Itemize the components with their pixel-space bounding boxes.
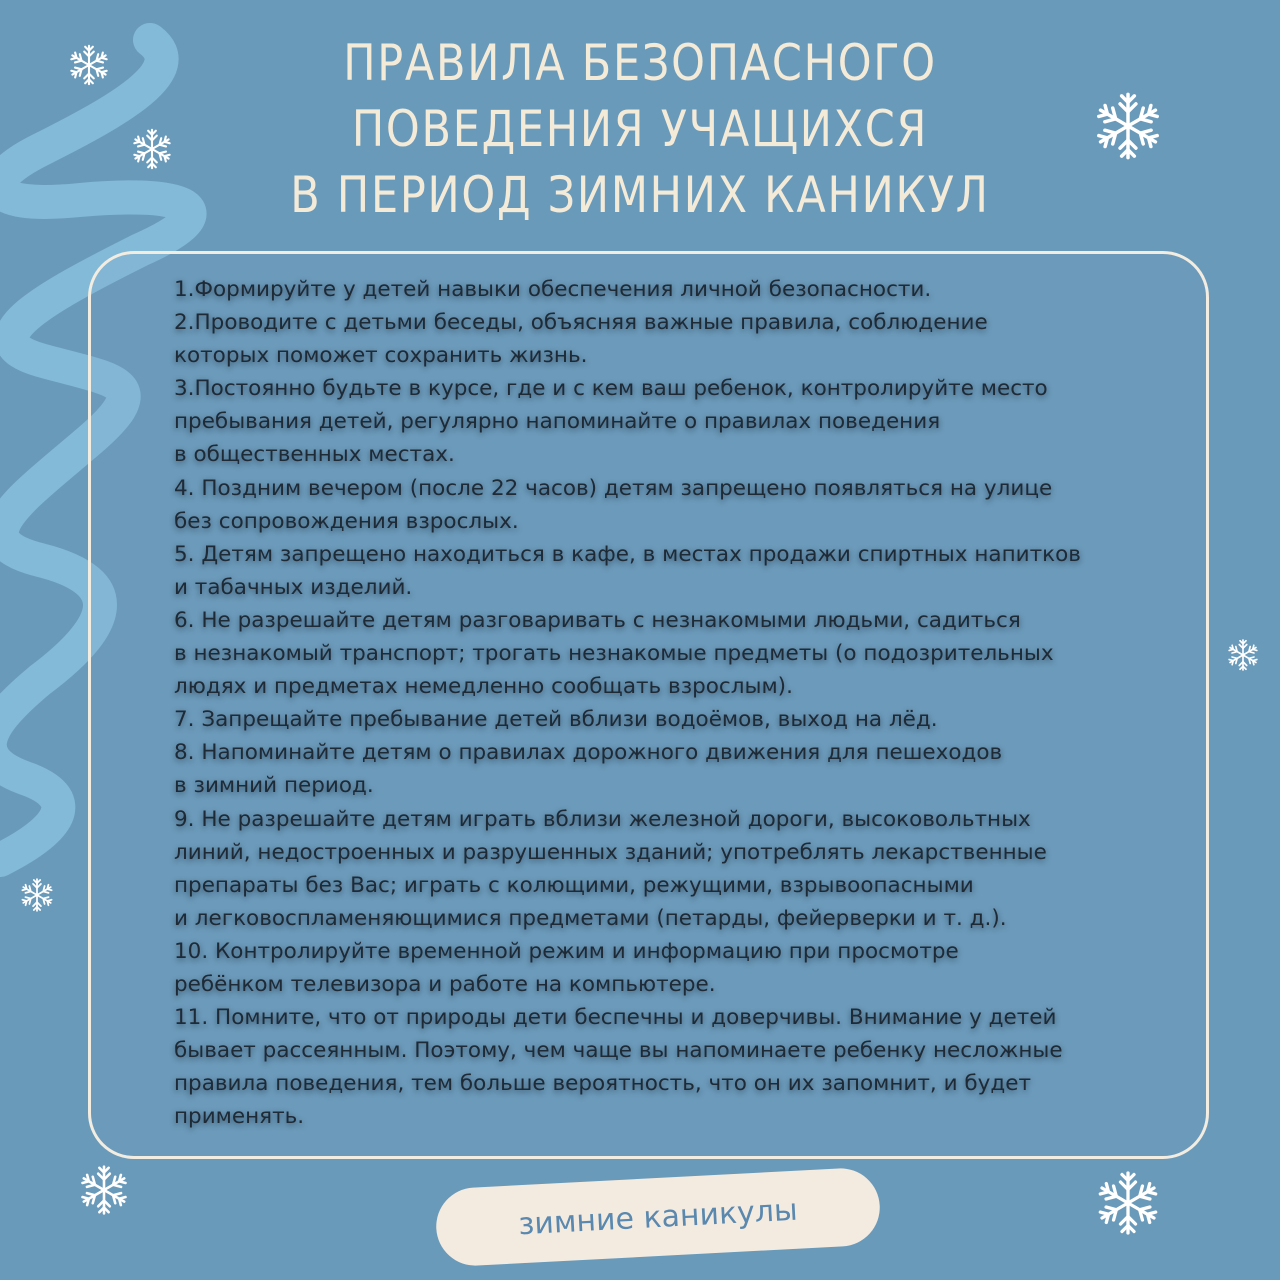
rule-line: пребывания детей, регулярно напоминайте о правилах поведения (174, 409, 941, 435)
winter-holidays-badge[interactable] (434, 1166, 881, 1267)
rule-line: в незнакомый транспорт; трогать незнакомые предметы (о подозрительных (174, 641, 1054, 667)
rules-list (174, 273, 1184, 1133)
rule-line: без сопровождения взрослых. (174, 508, 519, 534)
snowflake-icon (129, 126, 175, 172)
title-line: ПОВЕДЕНИЯ УЧАЩИХСЯ (351, 100, 929, 158)
rule-line: 11. Помните, что от природы дети беспечны и доверчивы. Внимание у детей (174, 1005, 1057, 1031)
rule-line: 5. Детям запрещено находиться в кафе, в местах продажи спиртных напитков (174, 541, 1081, 567)
title-line: В ПЕРИОД ЗИМНИХ КАНИКУЛ (290, 166, 990, 224)
rule-line: 6. Не разрешайте детям разговаривать с незнакомыми людьми, садиться (174, 607, 1021, 633)
title-line: ПРАВИЛА БЕЗОПАСНОГО (343, 34, 937, 92)
snowflake-icon (1092, 1167, 1164, 1239)
rule-line: препараты без Вас; играть с колющими, режущими, взрывоопасными (174, 872, 974, 898)
snowflake-icon (1090, 88, 1166, 164)
snowflake-icon (18, 876, 56, 914)
rule-line: 2.Проводите с детьми беседы, объясняя важные правила, соблюдение (174, 310, 988, 336)
rule-line: 4. Поздним вечером (после 22 часов) детям запрещено появляться на улице (174, 475, 1053, 501)
rule-line: применять. (174, 1104, 305, 1130)
rule-line: ребёнком телевизора и работе на компьютере. (174, 971, 716, 997)
rule-line: 9. Не разрешайте детям играть вблизи железной дороги, высоковольтных (174, 806, 1031, 832)
rule-line: 7. Запрещайте пребывание детей вблизи водоёмов, выход на лёд. (174, 707, 938, 733)
rule-line: 1.Формируйте у детей навыки обеспечения личной безопасности. (174, 277, 932, 302)
rule-line: людях и предметах немедленно сообщать взрослым). (174, 674, 793, 700)
rule-line: линий, недостроенных и разрушенных зданий; употреблять лекарственные (174, 839, 1047, 865)
rule-line: бывает рассеянным. Поэтому, чем чаще вы напоминаете ребенку несложные (174, 1038, 1063, 1064)
rule-line: и табачных изделий. (174, 574, 413, 600)
rule-line: в общественных местах. (174, 442, 455, 468)
rule-line: в зимний период. (174, 773, 374, 799)
rule-line: 8. Напоминайте детям о правилах дорожного движения для пешеходов (174, 740, 1003, 766)
badge-label: зимние каникулы (517, 1192, 799, 1242)
snowflake-icon (66, 42, 112, 88)
page-title (90, 30, 1191, 228)
rule-line: и легковоспламеняющимися предметами (петарды, фейерверки и т. д.). (174, 905, 1007, 931)
snowflake-icon (76, 1162, 132, 1218)
rule-line: 10. Контролируйте временной режим и информацию при просмотре (174, 938, 959, 964)
snowflake-icon (1225, 637, 1261, 673)
rule-line: правила поведения, тем больше вероятность, что он их запомнит, и будет (174, 1071, 1031, 1097)
rule-line: которых поможет сохранить жизнь. (174, 343, 588, 369)
rule-line: 3.Постоянно будьте в курсе, где и с кем ваш ребенок, контролируйте место (174, 376, 1048, 402)
